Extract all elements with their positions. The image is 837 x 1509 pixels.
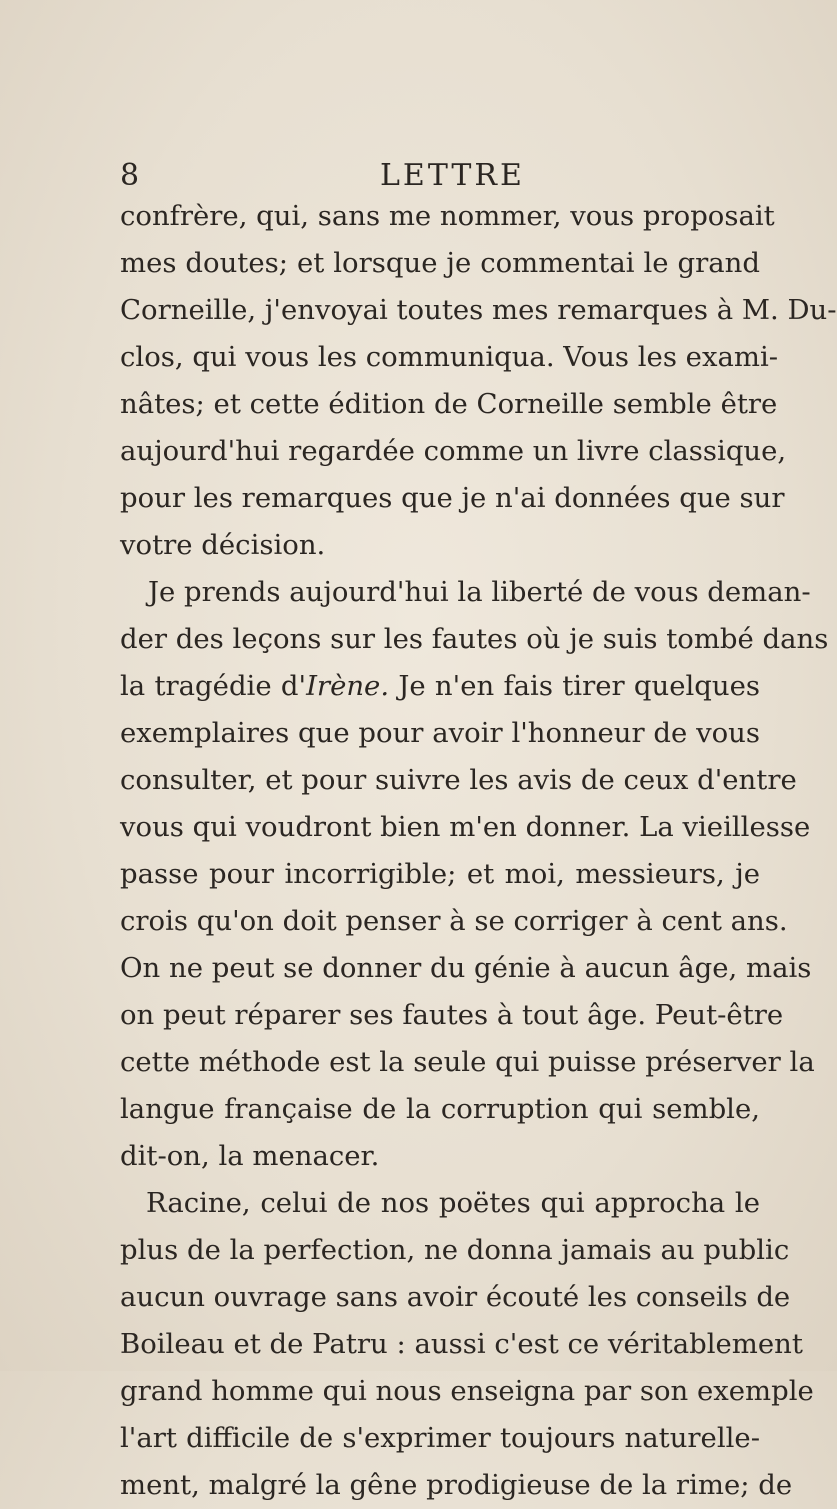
text-line: grand homme qui nous enseigna par son exemple xyxy=(120,1375,814,1407)
text-line: crois qu'on doit penser à se corriger à cent ans. xyxy=(120,905,788,937)
text-line: clos, qui vous les communiqua. Vous les exami- xyxy=(120,341,779,373)
body-text xyxy=(120,193,837,1509)
text-line xyxy=(120,663,760,710)
running-head xyxy=(120,158,760,198)
text-line: On ne peut se donner du génie à aucun âge, mais xyxy=(120,952,812,984)
text-line: pour les remarques que je n'ai données que sur xyxy=(120,482,785,514)
text-line: aucun ouvrage sans avoir écouté les conseils de xyxy=(120,1281,791,1313)
text-line: consulter, et pour suivre les avis de ceux d'entre xyxy=(120,764,797,796)
play-title: Irène. xyxy=(306,670,390,702)
text-line: vous qui voudront bien m'en donner. La vieillesse xyxy=(120,811,811,843)
text-line: aujourd'hui regardée comme un livre classique, xyxy=(120,435,787,467)
text-line: mes doutes; et lorsque je commentai le grand xyxy=(120,247,760,279)
text-line: Je prends aujourd'hui la liberté de vous deman- xyxy=(148,576,811,608)
text-line: Corneille, j'envoyai toutes mes remarques à M. Du- xyxy=(120,294,837,326)
text-line: l'art difficile de s'exprimer toujours naturelle- xyxy=(120,1422,760,1454)
text-line: Boileau et de Patru : aussi c'est ce véritablement xyxy=(120,1328,803,1360)
running-title: LETTRE xyxy=(380,158,525,193)
text-line: exemplaires que pour avoir l'honneur de vous xyxy=(120,717,760,749)
text-line: dit-on, la menacer. xyxy=(120,1140,380,1172)
text-line: der des leçons sur les fautes où je suis tombé dans xyxy=(120,623,829,655)
text-line: confrère, qui, sans me nommer, vous proposait xyxy=(120,200,775,232)
text-line: votre décision. xyxy=(120,529,326,561)
text-line: Racine, celui de nos poëtes qui approcha le xyxy=(146,1187,760,1219)
text-line: langue française de la corruption qui semble, xyxy=(120,1093,760,1125)
text-line: plus de la perfection, ne donna jamais au public xyxy=(120,1234,790,1266)
text-fragment: Je n'en fais tirer quelques xyxy=(389,670,760,702)
text-line: passe pour incorrigible; et moi, messieurs, je xyxy=(120,858,760,890)
text-line: nâtes; et cette édition de Corneille semble être xyxy=(120,388,778,420)
text-line: ment, malgré la gêne prodigieuse de la rime; de xyxy=(120,1469,793,1501)
text-fragment: la tragédie d' xyxy=(120,670,307,702)
text-line: cette méthode est la seule qui puisse préserver la xyxy=(120,1046,815,1078)
text-line: on peut réparer ses fautes à tout âge. Peut-être xyxy=(120,999,784,1031)
page-number: 8 xyxy=(120,158,140,193)
